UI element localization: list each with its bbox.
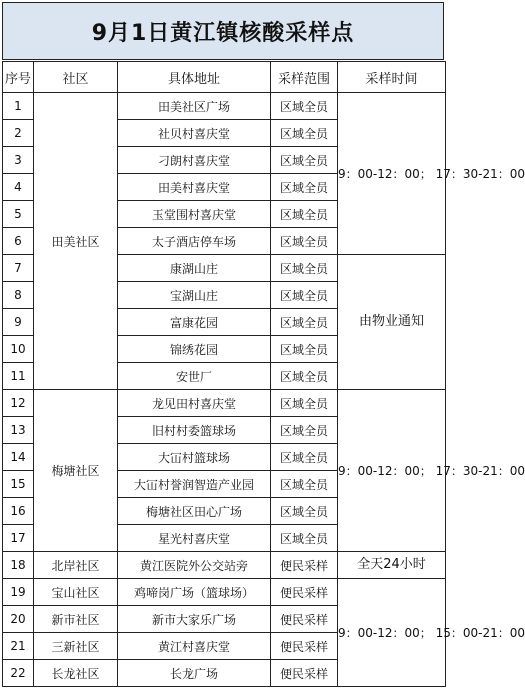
row-address: 梅塘社区田心广场: [118, 498, 271, 525]
row-scope: 区域全员: [271, 471, 338, 498]
row-address: 社贝村喜庆堂: [118, 120, 271, 147]
row-scope: 便民采样: [271, 660, 338, 687]
table-row: [3, 93, 446, 120]
row-scope: 便民采样: [271, 579, 338, 606]
row-scope: 区域全员: [271, 444, 338, 471]
row-address: 玉堂围村喜庆堂: [118, 201, 271, 228]
row-seq: 17: [3, 525, 34, 552]
time-cell: 9：00-12：00； 17：30-21：00: [338, 390, 446, 552]
row-address: 长龙广场: [118, 660, 271, 687]
row-address: 旧村村委篮球场: [118, 417, 271, 444]
row-seq: 8: [3, 282, 34, 309]
header-seq: 序号: [3, 62, 34, 93]
row-address: 宝湖山庄: [118, 282, 271, 309]
row-seq: 12: [3, 390, 34, 417]
row-address: 龙见田村喜庆堂: [118, 390, 271, 417]
row-seq: 4: [3, 174, 34, 201]
row-address: 新市大家乐广场: [118, 606, 271, 633]
row-scope: 区域全员: [271, 417, 338, 444]
row-seq: 6: [3, 228, 34, 255]
page-title: 9月1日黄江镇核酸采样点: [2, 2, 444, 60]
row-seq: 21: [3, 633, 34, 660]
row-scope: 区域全员: [271, 309, 338, 336]
header-community: 社区: [34, 62, 118, 93]
row-seq: 20: [3, 606, 34, 633]
table-row: [3, 579, 446, 606]
table-row: [3, 390, 446, 417]
sampling-table: [2, 61, 525, 687]
row-seq: 16: [3, 498, 34, 525]
row-address: 星光村喜庆堂: [118, 525, 271, 552]
row-scope: 区域全员: [271, 93, 338, 120]
row-seq: 19: [3, 579, 34, 606]
row-seq: 1: [3, 93, 34, 120]
row-scope: 区域全员: [271, 120, 338, 147]
row-seq: 13: [3, 417, 34, 444]
header-row: [3, 62, 446, 93]
row-address: 大冚村誉润智造产业园: [118, 471, 271, 498]
row-scope: 区域全员: [271, 147, 338, 174]
row-seq: 10: [3, 336, 34, 363]
row-scope: 便民采样: [271, 606, 338, 633]
row-address: 黄江医院外公交站旁: [118, 552, 271, 579]
row-address: 田美村喜庆堂: [118, 174, 271, 201]
row-address: 田美社区广场: [118, 93, 271, 120]
row-scope: 区域全员: [271, 498, 338, 525]
community-cell: 北岸社区: [34, 552, 118, 579]
community-cell: 梅塘社区: [34, 390, 118, 552]
row-seq: 18: [3, 552, 34, 579]
row-scope: 区域全员: [271, 390, 338, 417]
row-seq: 14: [3, 444, 34, 471]
row-scope: 区域全员: [271, 336, 338, 363]
row-address: 鸡啼岗广场（篮球场）: [118, 579, 271, 606]
row-seq: 11: [3, 363, 34, 390]
row-scope: 区域全员: [271, 201, 338, 228]
row-scope: 区域全员: [271, 255, 338, 282]
row-address: 安世厂: [118, 363, 271, 390]
row-address: 大冚村篮球场: [118, 444, 271, 471]
header-time: 采样时间: [338, 62, 446, 93]
community-cell: 田美社区: [34, 93, 118, 390]
row-scope: 区域全员: [271, 363, 338, 390]
row-scope: 区域全员: [271, 282, 338, 309]
time-cell: 全天24小时: [338, 552, 446, 579]
row-seq: 15: [3, 471, 34, 498]
time-cell: 由物业通知: [338, 255, 446, 390]
row-seq: 2: [3, 120, 34, 147]
row-seq: 22: [3, 660, 34, 687]
community-cell: 长龙社区: [34, 660, 118, 687]
header-scope: 采样范围: [271, 62, 338, 93]
row-seq: 7: [3, 255, 34, 282]
community-cell: 三新社区: [34, 633, 118, 660]
row-address: 锦绣花园: [118, 336, 271, 363]
header-address: 具体地址: [118, 62, 271, 93]
row-address: 富康花园: [118, 309, 271, 336]
row-address: 黄江村喜庆堂: [118, 633, 271, 660]
table-row: [3, 552, 446, 579]
row-scope: 区域全员: [271, 174, 338, 201]
community-cell: 新市社区: [34, 606, 118, 633]
row-scope: 便民采样: [271, 633, 338, 660]
row-seq: 3: [3, 147, 34, 174]
row-seq: 9: [3, 309, 34, 336]
row-address: 太子酒店停车场: [118, 228, 271, 255]
row-seq: 5: [3, 201, 34, 228]
row-address: 刁朗村喜庆堂: [118, 147, 271, 174]
row-scope: 便民采样: [271, 552, 338, 579]
row-scope: 区域全员: [271, 228, 338, 255]
row-scope: 区域全员: [271, 525, 338, 552]
time-cell: 9：00-12：00； 17：30-21：00: [338, 93, 446, 255]
time-cell: 9：00-12：00； 15：00-21：00: [338, 579, 446, 687]
row-address: 康湖山庄: [118, 255, 271, 282]
community-cell: 宝山社区: [34, 579, 118, 606]
